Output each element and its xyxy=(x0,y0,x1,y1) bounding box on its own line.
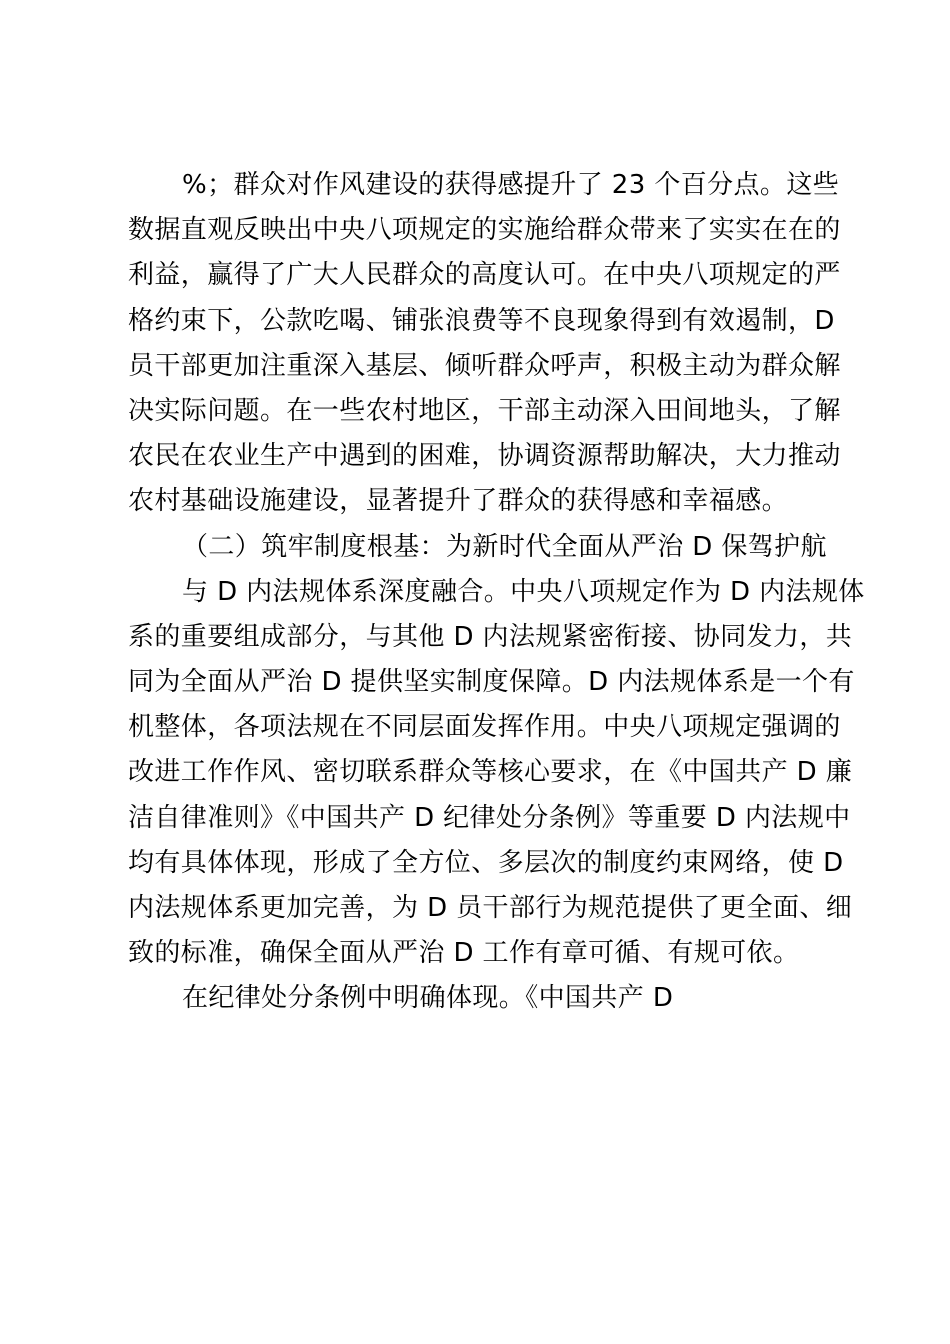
text-line: 均有具体体现，形成了全方位、多层次的制度约束网络，使 D xyxy=(128,847,844,878)
text-line: 系的重要组成部分，与其他 D 内法规紧密衔接、协同发力，共 xyxy=(128,621,853,652)
text-line: 数据直观反映出中央八项规定的实施给群众带来了实实在在的 xyxy=(128,215,841,246)
text-line: 致的标准，确保全面从严治 D 工作有章可循、有规可依。 xyxy=(128,938,800,969)
text-line: 农村基础设施建设，显著提升了群众的获得感和幸福感。 xyxy=(128,486,789,517)
paragraph-start: 在纪律处分条例中明确体现。《中国共产 D xyxy=(182,983,674,1014)
text-line: 利益，赢得了广大人民群众的高度认可。在中央八项规定的严 xyxy=(128,260,841,291)
text-line: 机整体，各项法规在不同层面发挥作用。中央八项规定强调的 xyxy=(128,712,841,743)
text-line: 格约束下，公款吃喝、铺张浪费等不良现象得到有效遏制，D xyxy=(128,305,835,336)
text-line: 同为全面从严治 D 提供坚实制度保障。D 内法规体系是一个有 xyxy=(128,667,855,698)
text-line: 洁自律准则》《中国共产 D 纪律处分条例》等重要 D 内法规中 xyxy=(128,802,851,833)
paragraph-start: 与 D 内法规体系深度融合。中央八项规定作为 D 内法规体 xyxy=(182,576,865,607)
text-line: 农民在农业生产中遇到的困难，协调资源帮助解决，大力推动 xyxy=(128,441,841,472)
section-heading: （二）筑牢制度根基：为新时代全面从严治 D 保驾护航 xyxy=(182,531,827,562)
text-line: 决实际问题。在一些农村地区，干部主动深入田间地头，了解 xyxy=(128,395,841,426)
body-text xyxy=(128,163,865,1022)
text-line: 员干部更加注重深入基层、倾听群众呼声，积极主动为群众解 xyxy=(128,350,841,381)
text-line: 改进工作作风、密切联系群众等核心要求，在《中国共产 D 廉 xyxy=(128,757,853,788)
text-line-continuation: %；群众对作风建设的获得感提升了 23 个百分点。这些 xyxy=(182,170,840,200)
text-line: 内法规体系更加完善，为 D 员干部行为规范提供了更全面、细 xyxy=(128,893,853,923)
